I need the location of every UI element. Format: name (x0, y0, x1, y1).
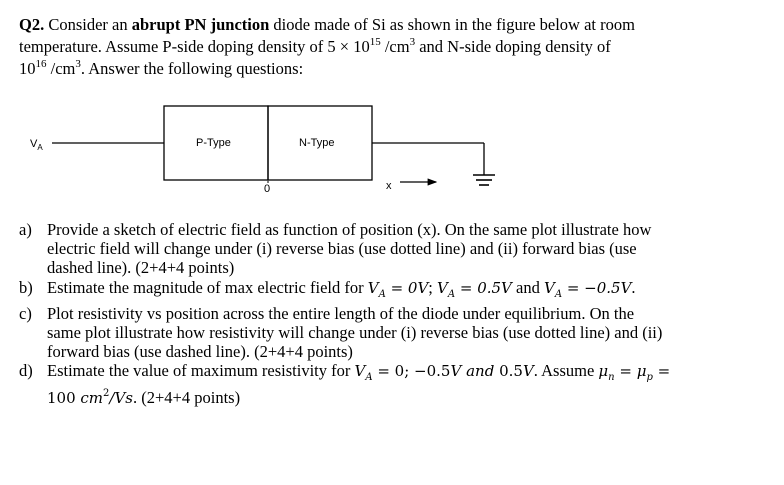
formula-mobility-value: 100 $cm^2/Vs$ (47, 387, 133, 407)
item-label: a) (19, 220, 32, 239)
item-d (19, 361, 779, 407)
intro-line-1 (19, 14, 769, 36)
item-a (19, 220, 779, 278)
n-region (268, 106, 372, 180)
item-a-line-3: dashed line). (2+4+4 points) (47, 258, 235, 278)
item-d-points: . (2+4+4 points) (133, 387, 241, 407)
exp-3b: 3 (75, 57, 81, 70)
item-b-end: . (631, 277, 636, 297)
bold-term: abrupt PN junction (131, 15, 270, 34)
item-b-and: and (511, 277, 544, 297)
x-axis-label: x (386, 180, 392, 192)
item-d-line-1 (47, 361, 779, 387)
item-label: d) (19, 361, 33, 381)
intro-line3-a: 10 (19, 59, 36, 78)
p-type-label: P-Type (196, 137, 231, 149)
item-a-line-2: electric field will change under (i) reverse bias (use dotted line) and (ii) forward bias (use (47, 239, 637, 259)
intro-line3-c: . Answer the following questions: (80, 59, 304, 78)
question-number: Q2. (19, 15, 45, 34)
item-a-line-1: Provide a sketch of electric field as function of position (x). On the same plot illustrate how (47, 220, 652, 239)
item-d-line-2 (47, 388, 779, 408)
exp-3a: 3 (409, 35, 416, 48)
formula-va-list: $V_A = 0$; −0.5V and 0.5V (354, 362, 534, 384)
intro-line3-b: /cm (46, 59, 76, 78)
formula-va-half: $V_A = 0.5V$ (437, 278, 512, 300)
p-region (164, 106, 268, 180)
item-d-assume: . Assume (533, 361, 599, 381)
question-items (19, 220, 779, 408)
question-intro (19, 14, 769, 80)
item-label: b) (19, 277, 33, 297)
item-c-line-3: forward bias (use dashed line). (2+4+4 points) (47, 342, 353, 362)
origin-label: 0 (264, 183, 271, 195)
intro-lead: Consider an (44, 15, 132, 34)
va-label: $V_A$ (30, 138, 43, 152)
item-b-line-1 (47, 278, 779, 304)
exp-16: 16 (35, 57, 47, 70)
item-c (19, 304, 779, 362)
item-c-line-2: same plot illustrate how resistivity will change under (i) reverse bias (use dotted line) and (ii) (47, 323, 663, 343)
n-type-label: N-Type (299, 137, 335, 149)
intro-line2-c: and N-side doping density of (415, 37, 611, 56)
item-b (19, 278, 779, 304)
intro-line1-rest: diode made of Si as shown in the figure below at room (269, 15, 635, 34)
intro-line-2 (19, 36, 769, 58)
item-b-sep: ; (428, 277, 438, 297)
item-b-text: Estimate the magnitude of max electric field for (47, 277, 368, 297)
formula-mobility: $\mu_n = \mu_p$ = (598, 362, 671, 384)
item-label: c) (19, 303, 32, 323)
formula-va-zero: $V_A = 0V$ (367, 278, 429, 300)
intro-line2-b: /cm (380, 37, 410, 56)
ground-icon (473, 175, 495, 185)
item-c-line-1: Plot resistivity vs position across the entire length of the diode under equilibrium. On the (47, 303, 635, 323)
formula-va-neg-half: $V_A = -0.5V$ (543, 278, 632, 300)
exp-15: 15 (369, 35, 381, 48)
intro-line-3 (19, 58, 769, 80)
intro-line2-a: temperature. Assume P-side doping density of 5 × 10 (19, 37, 370, 56)
item-d-text: Estimate the value of maximum resistivity for (47, 361, 355, 381)
